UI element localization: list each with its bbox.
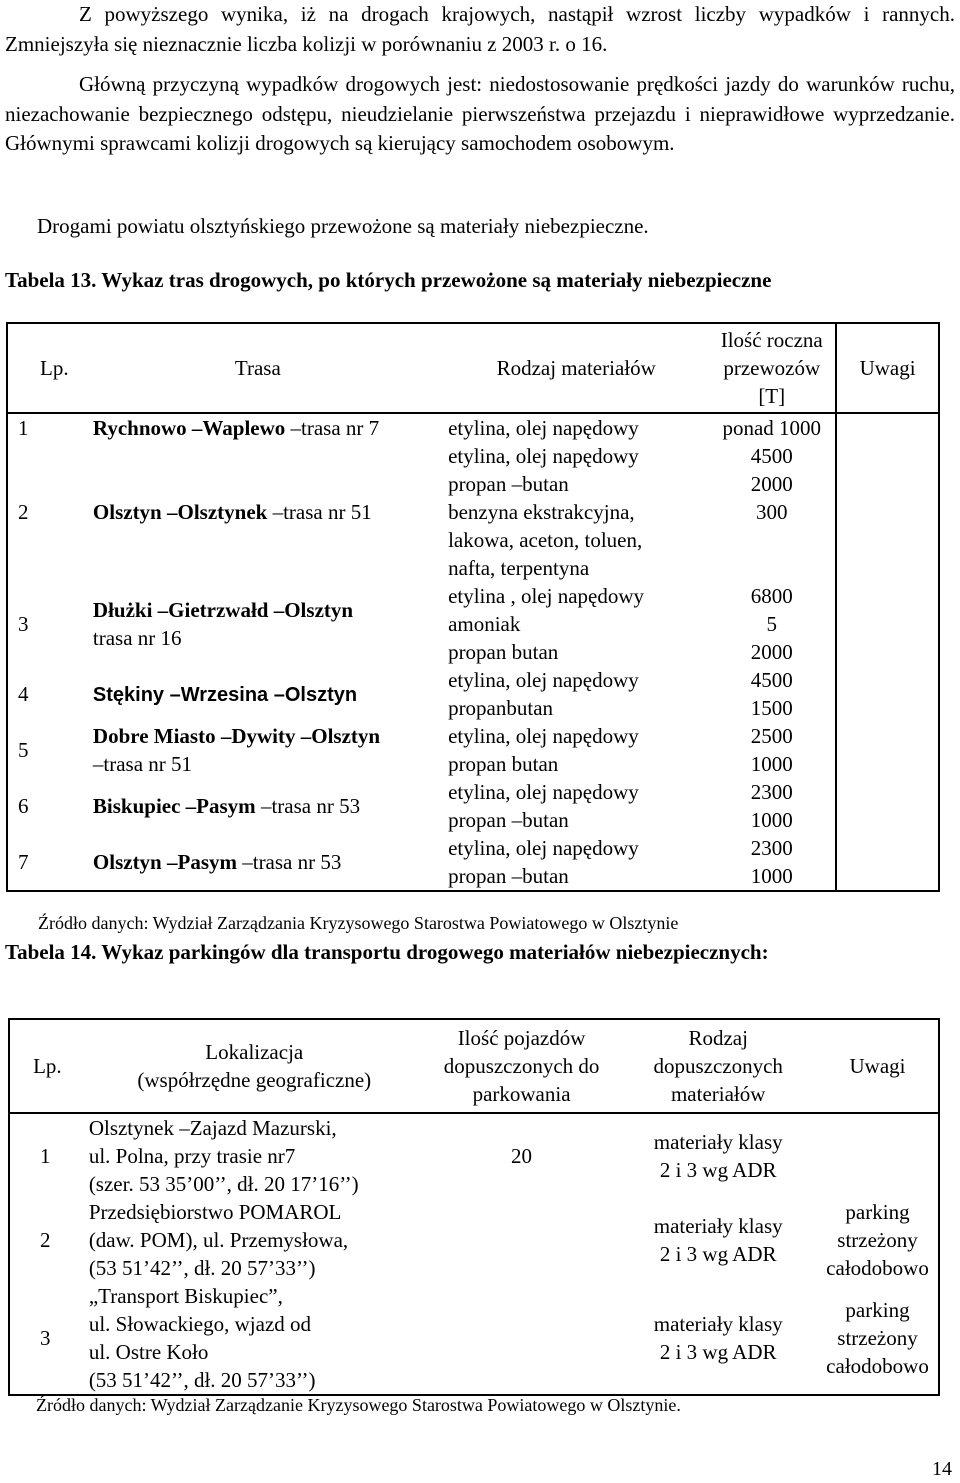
row-lp: 1 <box>18 416 29 440</box>
row-lp: 2 <box>18 500 29 524</box>
material-line: 2 i 3 wg ADR <box>659 1242 777 1266</box>
row-lp: 3 <box>18 612 29 636</box>
location-line: Olsztynek –Zajazd Mazurski, <box>88 1116 337 1140</box>
material-line: etylina, olej napędowy <box>448 416 639 440</box>
row-amounts <box>708 778 836 834</box>
material-line: materiały klasy <box>653 1214 783 1238</box>
route-name: Stękiny –Wrzesina –Olsztyn <box>92 683 358 706</box>
amount-line: 2300 <box>750 836 793 860</box>
amount-line: 2500 <box>750 724 793 748</box>
row-route <box>89 582 444 666</box>
row-lp: 2 <box>40 1228 51 1252</box>
row-amounts <box>708 722 836 778</box>
material-line: 2 i 3 wg ADR <box>659 1158 777 1182</box>
row-notes <box>836 666 939 722</box>
amount-line: 2000 <box>750 472 793 496</box>
note-line: strzeżony <box>837 1326 918 1350</box>
location-line: (53 51’42’’, dł. 20 57’33’’) <box>88 1368 316 1392</box>
amount-line: 1000 <box>750 808 793 832</box>
material-line: etylina, olej napędowy <box>448 836 639 860</box>
paragraph-3: Drogami powiatu olsztyńskiego przewożone są materiały niebezpieczne. <box>37 214 649 238</box>
route-name: Dłużki –Gietrzwałd –Olsztyn <box>92 598 354 622</box>
table-row <box>9 1113 939 1198</box>
table-13-header <box>7 323 939 413</box>
amount-line: 1000 <box>750 864 793 888</box>
header-lp: Lp. <box>9 1019 85 1113</box>
row-route <box>89 413 444 442</box>
amount-line: 300 <box>755 500 788 524</box>
row-lp: 5 <box>18 738 29 762</box>
table-13-caption: Tabela 13. Wykaz tras drogowych, po których przewożone są materiały niebezpieczne <box>5 268 772 292</box>
amount-line: 4500 <box>750 668 793 692</box>
route-name: Rychnowo –Waplewo <box>92 416 286 440</box>
material-line: propan butan <box>448 640 559 664</box>
amount-line: 6800 <box>750 584 793 608</box>
location-line: ul. Ostre Koło <box>88 1340 209 1364</box>
row-amounts <box>708 582 836 666</box>
row-materials <box>444 722 708 778</box>
table-row <box>7 413 939 442</box>
route-number: –trasa nr 51 <box>92 752 193 776</box>
row-notes <box>836 722 939 778</box>
table-14-source: Źródło danych: Wydział Zarządzanie Kryzysowego Starostwa Powiatowego w Olsztynie. <box>36 1395 681 1415</box>
row-route <box>89 722 444 778</box>
table-14-caption: Tabela 14. Wykaz parkingów dla transportu drogowego materiałów niebezpiecznych: <box>5 940 769 964</box>
route-name: Biskupiec –Pasym <box>92 794 256 818</box>
location-line: (53 51’42’’, dł. 20 57’33’’) <box>88 1256 316 1280</box>
amount-line: 2000 <box>750 640 793 664</box>
material-line: etylina, olej napędowy <box>448 444 639 468</box>
material-line: amoniak <box>448 612 521 636</box>
row-route <box>89 666 444 722</box>
row-lp: 3 <box>40 1326 51 1350</box>
table-13-source: Źródło danych: Wydział Zarządzania Kryzysowego Starostwa Powiatowego w Olsztynie <box>38 913 679 933</box>
material-line: nafta, terpentyna <box>448 556 590 580</box>
header-lokalizacja-line: Lokalizacja <box>205 1040 304 1064</box>
header-rodzaj: Rodzaj materiałów <box>444 323 708 413</box>
route-number: trasa nr 16 <box>92 626 182 650</box>
table-row <box>9 1198 939 1282</box>
row-amounts <box>708 413 836 442</box>
route-number: –trasa nr 53 <box>255 794 361 818</box>
row-notes <box>836 834 939 891</box>
location-line: (daw. POM), ul. Przemysłowa, <box>88 1228 349 1252</box>
material-line: etylina, olej napędowy <box>448 780 639 804</box>
material-line: propan butan <box>448 752 559 776</box>
row-notes <box>817 1282 939 1395</box>
row-materials <box>444 666 708 722</box>
note-line: strzeżony <box>837 1228 918 1252</box>
material-line: etylina, olej napędowy <box>448 668 639 692</box>
row-lp: 1 <box>40 1144 51 1168</box>
header-rodzaj-line: Rodzaj <box>688 1026 748 1050</box>
table-row <box>7 834 939 891</box>
material-line: materiały klasy <box>653 1312 783 1336</box>
route-name: Olsztyn –Olsztynek <box>92 500 268 524</box>
table-row <box>7 666 939 722</box>
note-line: całodobowo <box>826 1256 929 1280</box>
location-line: „Transport Biskupiec”, <box>88 1284 283 1308</box>
row-amounts <box>708 834 836 891</box>
row-materials <box>444 582 708 666</box>
table-row <box>7 778 939 834</box>
table-row <box>7 722 939 778</box>
table-row <box>9 1282 939 1395</box>
row-location <box>85 1282 424 1395</box>
table-14 <box>8 1018 940 1396</box>
table-13 <box>6 322 940 892</box>
material-line: propan –butan <box>448 864 569 888</box>
row-materials <box>444 413 708 442</box>
material-line: etylina, olej napędowy <box>448 724 639 748</box>
row-route <box>89 834 444 891</box>
row-lp: 6 <box>18 794 29 818</box>
location-line: ul. Polna, przy trasie nr7 <box>88 1144 296 1168</box>
page-number: 14 <box>932 1458 952 1480</box>
header-trasa: Trasa <box>89 323 444 413</box>
note-line: parking <box>845 1200 910 1224</box>
route-name: Olsztyn –Pasym <box>92 850 237 874</box>
paragraph-1: Z powyższego wynika, iż na drogach krajowych, nastąpił wzrost liczby wypadków i rannych. Zmniejszyła się nieznacznie liczba kolizji w porównaniu z 2003 r. o 16. <box>5 2 955 56</box>
note-line: całodobowo <box>826 1354 929 1378</box>
amount-line: 1500 <box>750 696 793 720</box>
location-line: Przedsiębiorstwo POMAROL <box>88 1200 342 1224</box>
row-amounts <box>708 442 836 582</box>
header-lokalizacja-line: (współrzędne geograficzne) <box>137 1068 372 1092</box>
amount-line: ponad 1000 <box>722 416 822 440</box>
header-ilosc-line: parkowania <box>472 1082 571 1106</box>
header-lokalizacja <box>85 1019 424 1113</box>
row-lp: 7 <box>18 850 29 874</box>
material-line: etylina , olej napędowy <box>448 584 645 608</box>
row-notes <box>817 1113 939 1198</box>
paragraph-2: Główną przyczyną wypadków drogowych jest: niedostosowanie prędkości jazdy do warunków ruchu, niezachowanie bezpiecznego odstępu, nieudzielanie pierwszeństwa przejazdu i nieprawidłowe wyprzedzanie. Głównymi sprawcami kolizji drogowych są kierujący samochodem osobowym. <box>5 72 955 155</box>
row-lp: 4 <box>18 682 29 706</box>
row-count <box>424 1198 620 1282</box>
row-materials <box>619 1198 817 1282</box>
route-number: –trasa nr 7 <box>285 416 380 440</box>
header-ilosc-line: Ilość pojazdów <box>457 1026 586 1050</box>
row-location <box>85 1113 424 1198</box>
route-number: –trasa nr 51 <box>267 500 372 524</box>
amount-line: 1000 <box>750 752 793 776</box>
table-14-header <box>9 1019 939 1113</box>
row-materials <box>619 1282 817 1395</box>
header-uwagi: Uwagi <box>817 1019 939 1113</box>
amount-line: 4500 <box>750 444 793 468</box>
header-rodzaj <box>619 1019 817 1113</box>
row-notes <box>836 778 939 834</box>
amount-line: 5 <box>766 612 777 636</box>
row-materials <box>619 1113 817 1198</box>
table-row <box>7 442 939 582</box>
header-ilosc: Ilość roczna przewozów [T] <box>708 323 836 413</box>
header-lp: Lp. <box>7 323 89 413</box>
row-route <box>89 778 444 834</box>
header-rodzaj-line: dopuszczonych <box>653 1054 783 1078</box>
header-uwagi: Uwagi <box>836 323 939 413</box>
header-ilosc <box>424 1019 620 1113</box>
row-materials <box>444 834 708 891</box>
amount-line: 2300 <box>750 780 793 804</box>
row-materials <box>444 778 708 834</box>
row-notes <box>836 413 939 442</box>
material-line: 2 i 3 wg ADR <box>659 1340 777 1364</box>
note-line: parking <box>845 1298 910 1322</box>
material-line: propan –butan <box>448 472 569 496</box>
header-ilosc-line: dopuszczonych do <box>443 1054 600 1078</box>
row-notes <box>817 1198 939 1282</box>
route-number: –trasa nr 53 <box>236 850 342 874</box>
row-location <box>85 1198 424 1282</box>
row-route <box>89 442 444 582</box>
location-line: (szer. 53 35’00’’, dł. 20 17’16’’) <box>88 1172 359 1196</box>
row-count: 20 <box>511 1144 533 1168</box>
material-line: materiały klasy <box>653 1130 783 1154</box>
material-line: propan –butan <box>448 808 569 832</box>
table-row <box>7 582 939 666</box>
material-line: propanbutan <box>448 696 554 720</box>
route-name: Dobre Miasto –Dywity –Olsztyn <box>92 724 381 748</box>
row-amounts <box>708 666 836 722</box>
header-rodzaj-line: materiałów <box>670 1082 766 1106</box>
material-line: benzyna ekstrakcyjna, <box>448 500 635 524</box>
material-line: lakowa, aceton, toluen, <box>448 528 643 552</box>
row-materials <box>444 442 708 582</box>
row-notes <box>836 442 939 582</box>
location-line: ul. Słowackiego, wjazd od <box>88 1312 312 1336</box>
row-notes <box>836 582 939 666</box>
row-count <box>424 1282 620 1395</box>
